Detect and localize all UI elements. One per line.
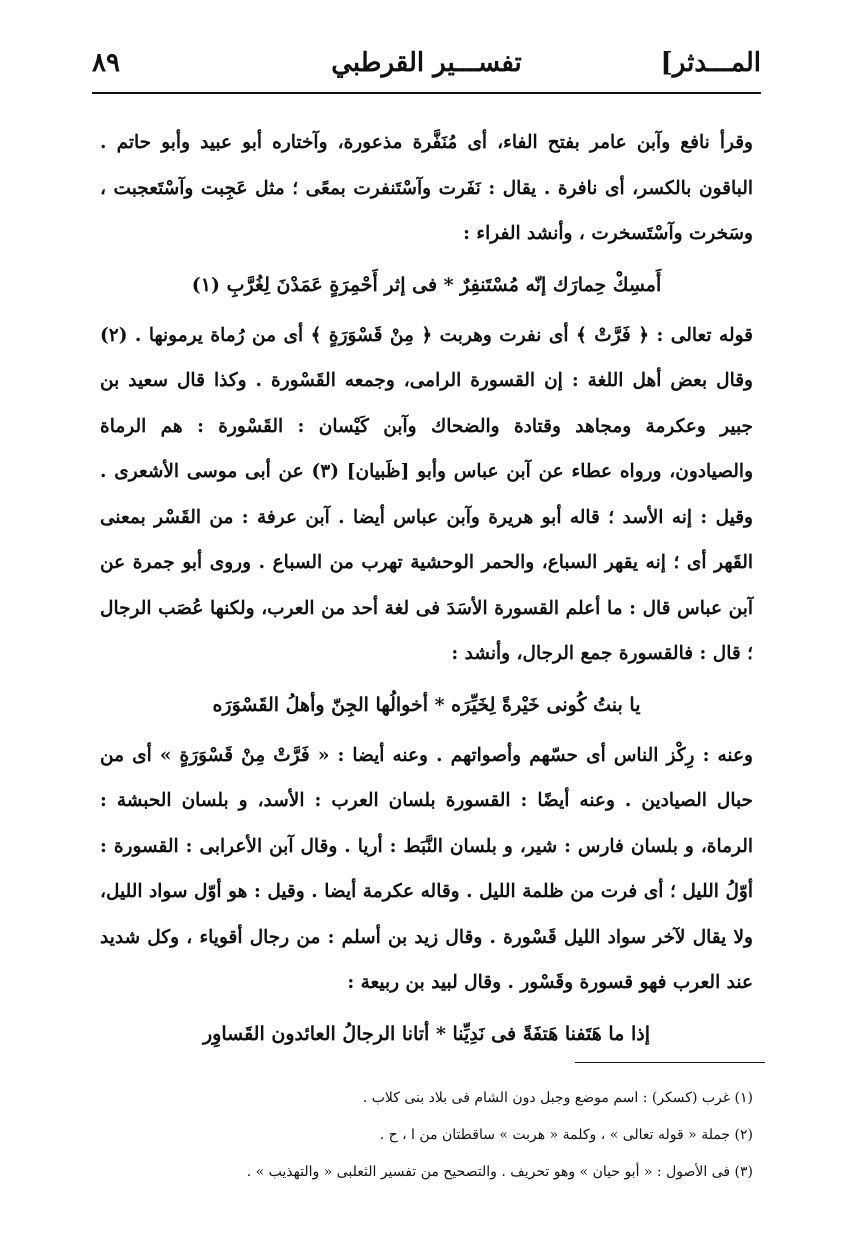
paragraph: قوله تعالى : ﴿ فَرَّتْ ﴾ أى نفرت وهربت ﴿ مِنْ قَسْوَرَةٍ ﴾ أى من رُماة يرمونها . (٢) وقال بعض أهل اللغة : إن القسورة الرامى، وجمعه القَسْورة . وكذا قال سعيد بن جبير وعكرمة ومجاهد وقتادة والضحاك وآبن كَيْسان : القَسْورة : هم الرماة والصيادون، ورواه عطاء عن آبن عباس وأبو [ظَبيان] (٣) عن أبى موسى الأشعرى . وقيل : إنه الأسد ؛ قاله أبو هريرة وآبن عباس أيضا . آبن عرفة : من القَسْر بمعنى القَهر أى ؛ إنه يقهر السباع، والحمر الوحشية تهرب من السباع . وروى أبو جمرة عن آبن عباس قال : ما أعلم القسورة الأسَدَ فى لغة أحد من العرب، ولكنها عُصَب الرجال ؛ قال : فالقسورة جمع الرجال، وأنشد : xyxy=(100,324,753,664)
paragraph: وقرأ نافع وآبن عامر بفتح الفاء، أى مُنَفَّرة مذعورة، وآختاره أبو عبيد وأبو حاتم . الباقون بالكسر، أى نافرة . يقال : نَفَرت وآسْتَنفرت بمعًى ؛ مثل عَجِبت وآسْتَعجبت ، وسَخرت وآسْتَسخرت ، وأنشد الفراء : xyxy=(100,132,753,244)
surah-name: المـــدثر] xyxy=(660,48,761,78)
footnote-divider xyxy=(575,1062,765,1063)
paragraph: وعنه : رِكْز الناس أى حسّهم وأصواتهم . وعنه أيضا : « فَرَّتْ مِنْ قَسْوَرَةٍ » أى من حبال الصيادين . وعنه أيضًا : القسورة بلسان العرب : الأسد، و بلسان الحبشة : الرماة، و بلسان فارس : شير، و بلسان النَّبَط : أريا . وقال آبن الأعرابى : القسورة : أوّلُ الليل ؛ أى فرت من ظلمة الليل . وقاله عكرمة أيضا . وقيل : هو أوّل سواد الليل، ولا يقال لآخر سواد الليل قَسْورة . وقال زيد بن أسلم : من رجال أقوياء ، وكل شديد عند العرب فهو قسورة وقَسْور . وقال لبيد بن ربيعة : xyxy=(100,744,753,993)
poetry-verse: إذا ما هَتَفنا هَتفَةً فى نَدِيِّنا * أتانا الرجالُ العائدون القَساوِر xyxy=(202,1022,650,1045)
footnote: (١) غرب (كسكر) : اسم موضع وجبل دون الشام فى بلاد بنى كلاب . xyxy=(362,1090,753,1106)
footnote: (٢) جملة « قوله تعالى » ، وكلمة « هربت » ساقطتان من ا ، ح . xyxy=(379,1127,753,1143)
book-title: تفســـير القرطبي xyxy=(331,48,522,78)
page-header xyxy=(92,46,761,90)
footnotes xyxy=(120,1080,753,1191)
poetry-verse: يا بنتُ كُونى خَيْرةً لِخَيِّرَه * أخوالُها الجِنّ وأهلُ القَسْوَرَه xyxy=(212,693,641,716)
footnote: (٣) فى الأصول : « أبو حيان » وهو تحريف . والتصحيح من تفسير الثعلبى « والتهذيب » . xyxy=(246,1164,753,1180)
page-number: ٨٩ xyxy=(92,48,120,78)
poetry-verse: أَمسِكْ حِمارَك إنّه مُسْتَنفِرٌ * فى إثر أَحْمِرَةٍ عَمَدْنَ لِغُرَّبِ (١) xyxy=(191,273,662,296)
header-divider xyxy=(92,92,761,94)
main-text xyxy=(100,120,753,1062)
